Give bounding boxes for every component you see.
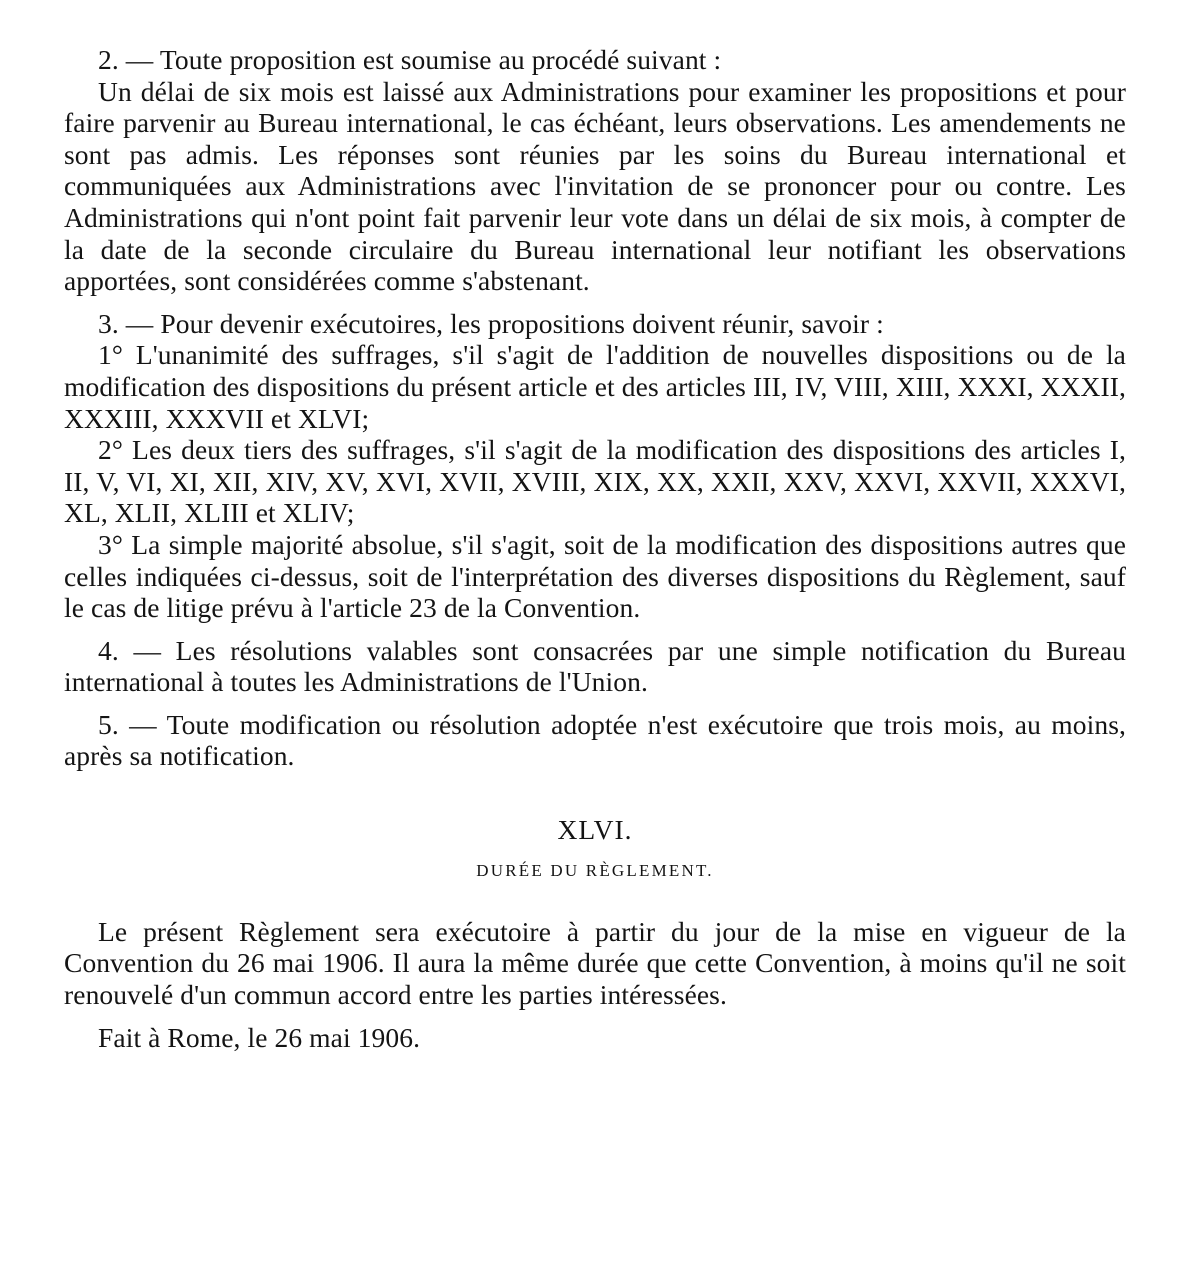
paragraph-3-item-3: 3° La simple majorité absolue, s'il s'agit, soit de la modification des dispositions autres que celles indiquées ci-dessus, soit de l'interprétation des diverses dispositions du Règlement, sauf le cas de litige prévu à l'article 23 de la Convention. <box>64 528 1126 624</box>
paragraph-3-item-1: 1° L'unanimité des suffrages, s'il s'agit de l'addition de nouvelles dispositions ou de la modification des dispositions du présent article et des articles III, IV, VIII, XIII, XXXI, XXXII, XXXIII, XXXVII et XLVI; <box>64 339 1126 434</box>
article-title: DURÉE DU RÈGLEMENT. <box>476 860 714 880</box>
document-page <box>64 44 1126 1054</box>
paragraph-2-heading: 2. — Toute proposition est soumise au procédé suivant : <box>98 44 722 75</box>
paragraph-3-item-2: 2° Les deux tiers des suffrages, s'il s'agit de la modification des dispositions des articles I, II, V, VI, XI, XII, XIV, XV, XVI, XVII, XVIII, XIX, XX, XXII, XXV, XXVI, XXVII, XXXVI, XL, XLII, XLIII et XLIV; <box>64 434 1126 529</box>
paragraph-4: 4. — Les résolutions valables sont consacrées par une simple notification du Bureau international à toutes les Administrations de l'Union. <box>64 634 1126 698</box>
closing-line: Fait à Rome, le 26 mai 1906. <box>98 1022 421 1054</box>
paragraph-5: 5. — Toute modification ou résolution adoptée n'est exécutoire que trois mois, au moins, après sa notification. <box>64 708 1126 772</box>
paragraph-2-body: Un délai de six mois est laissé aux Administrations pour examiner les propositions et pour faire parvenir au Bureau international, le cas échéant, leurs observations. Les amendements ne sont pas admis. Les réponses sont réunies par les soins du Bureau international et communiquées aux Administrations avec l'invitation de se prononcer pour ou contre. Les Administrations qui n'ont point fait parvenir leur vote dans un délai de six mois, à compter de la date de la seconde circulaire du Bureau international leur notifiant les observations apportées, sont considérées comme s'abstenant. <box>64 75 1126 297</box>
article-body: Le présent Règlement sera exécutoire à partir du jour de la mise en vigueur de la Convention du 26 mai 1906. Il aura la même durée que cette Convention, à moins qu'il ne soit renouvelé d'un commun accord entre les parties intéressées. <box>64 915 1126 1010</box>
paragraph-3-heading: 3. — Pour devenir exécutoires, les propositions doivent réunir, savoir : <box>98 307 884 339</box>
article-number: XLVI. <box>557 814 633 846</box>
